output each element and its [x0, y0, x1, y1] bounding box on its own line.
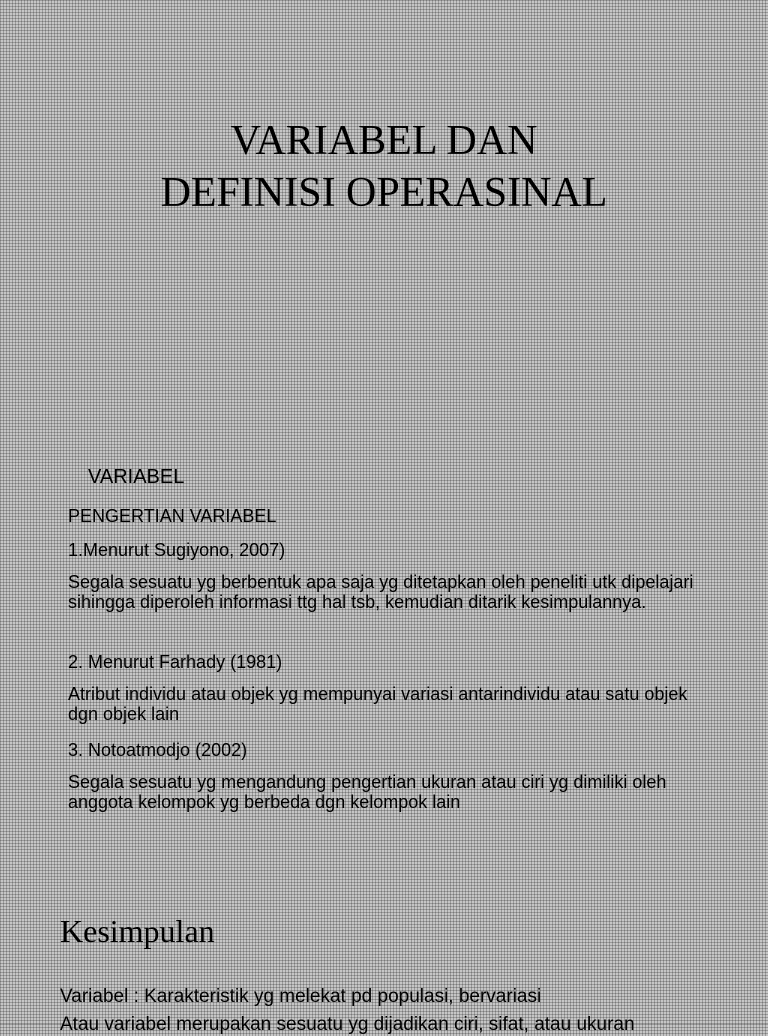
kesimpulan-line-2: Atau variabel merupakan sesuatu yg dijadikan ciri, sifat, atau ukuran — [60, 1014, 635, 1035]
definition-source-1: 1.Menurut Sugiyono, 2007) — [68, 540, 286, 560]
pengertian-subheading: PENGERTIAN VARIABEL — [68, 506, 277, 526]
title-line-2: DEFINISI OPERASINAL — [160, 170, 608, 216]
kesimpulan-heading: Kesimpulan — [60, 913, 215, 949]
definition-text-1: Segala sesuatu yg berbentuk apa saja yg ditetapkan oleh peneliti utk dipelajari sihingga diperoleh informasi ttg hal tsb, kemudian ditarik kesimpulannya. — [68, 572, 694, 612]
definition-text-2: Atribut individu atau objek yg mempunyai variasi antarindividu atau satu objek dgn objek lain — [68, 684, 688, 724]
definition-source-3: 3. Notoatmodjo (2002) — [68, 740, 248, 760]
definition-text-3: Segala sesuatu yg mengandung pengertian ukuran atau ciri yg dimiliki oleh anggota kelompok yg berbeda dgn kelompok lain — [68, 772, 667, 812]
variabel-heading: VARIABEL — [88, 466, 185, 488]
kesimpulan-line-1: Variabel : Karakteristik yg melekat pd populasi, bervariasi — [60, 986, 542, 1007]
definition-source-2: 2. Menurut Farhady (1981) — [68, 652, 283, 672]
title-line-1: VARIABEL DAN — [230, 118, 538, 164]
